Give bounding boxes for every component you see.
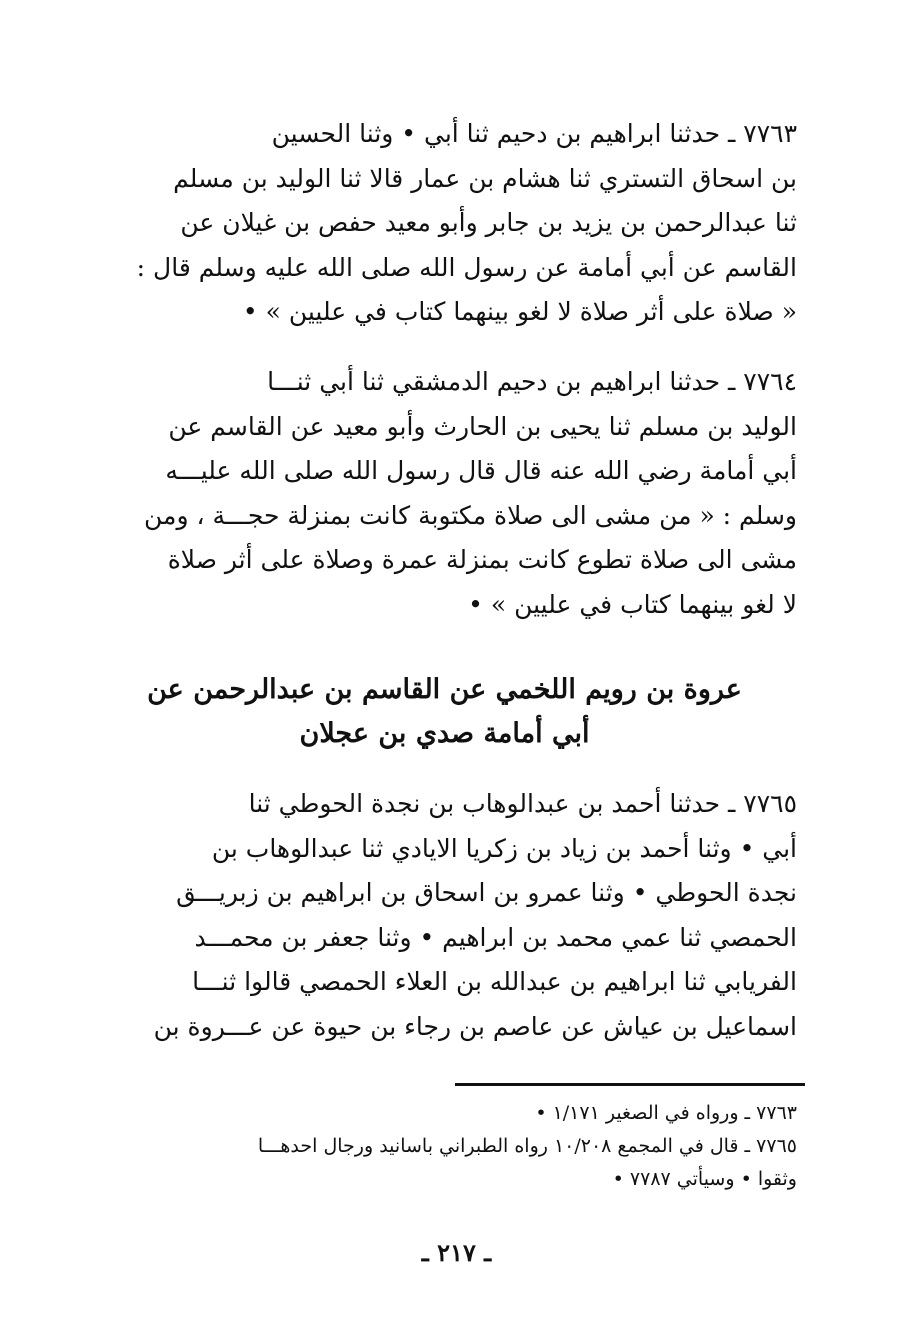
section-heading [92, 668, 797, 756]
text-line: ٧٧٦٣ ـ حدثنا ابراهيم بن دحيم ثنا أبي • وثنا الحسين [271, 119, 797, 148]
text-line: وسلم : « من مشى الى صلاة مكتوبة كانت بمنزلة حجـــة ، ومن [144, 500, 797, 530]
text-line: الفريابي ثنا ابراهيم بن عبدالله بن العلاء الحمصي قالوا ثنـــا [192, 967, 797, 997]
heading-line: عروة بن رويم اللخمي عن القاسم بن عبدالرحمن عن [147, 674, 742, 705]
hadith-7763 [92, 112, 797, 335]
text-line: أبي • وثنا أحمد بن زياد بن زكريا الايادي ثنا عبدالوهاب بن [211, 833, 797, 863]
text-line: الوليد بن مسلم ثنا يحيى بن الحارث وأبو معيد عن القاسم عن [168, 411, 797, 441]
text-line: القاسم عن أبي أمامة عن رسول الله صلى الله عليه وسلم قال : [136, 252, 797, 282]
text-line: اسماعيل بن عياش عن عاصم بن رجاء بن حيوة عن عـــروة بن [153, 1011, 797, 1041]
text-line: نجدة الحوطي • وثنا عمرو بن اسحاق بن ابراهيم بن زبريـــق [176, 878, 797, 908]
text-line: لا لغو بينهما كتاب في عليين » • [468, 589, 797, 619]
text-line: أبي أمامة رضي الله عنه قال قال رسول الله صلى الله عليـــه [165, 456, 797, 486]
hadith-7764 [92, 360, 797, 628]
text-line: ٧٧٦٥ ـ حدثنا أحمد بن عبدالوهاب بن نجدة الحوطي ثنا [248, 789, 797, 818]
footnote-line: ٧٧٦٥ ـ قال في المجمع ١٠/٢٠٨ رواه الطبراني باسانيد ورجال احدهـــا [257, 1135, 797, 1157]
text-line: « صلاة على أثر صلاة لا لغو بينهما كتاب في عليين » • [242, 297, 797, 327]
text-line: ثنا عبدالرحمن بن يزيد بن جابر وأبو معيد حفص بن غيلان عن [180, 208, 797, 238]
heading-line: أبي أمامة صدي بن عجلان [299, 718, 590, 749]
text-line: الحمصي ثنا عمي محمد بن ابراهيم • وثنا جعفر بن محمـــد [194, 922, 797, 952]
footnotes [92, 1097, 797, 1196]
page-number: ـ ٢١٧ ـ [421, 1238, 492, 1267]
hadith-7765 [92, 782, 797, 1050]
footnote-line: ٧٧٦٣ ـ ورواه في الصغير ١/١٧١ • [535, 1102, 797, 1124]
footnote-divider [455, 1083, 805, 1086]
text-line: مشى الى صلاة تطوع كانت بمنزلة عمرة وصلاة على أثر صلاة [167, 545, 797, 575]
text-line: ٧٧٦٤ ـ حدثنا ابراهيم بن دحيم الدمشقي ثنا أبي ثنـــا [267, 367, 797, 396]
text-line: بن اسحاق التستري ثنا هشام بن عمار قالا ثنا الوليد بن مسلم [173, 163, 797, 193]
footnote-line: وثقوا • وسيأتي ٧٧٨٧ • [612, 1168, 797, 1190]
